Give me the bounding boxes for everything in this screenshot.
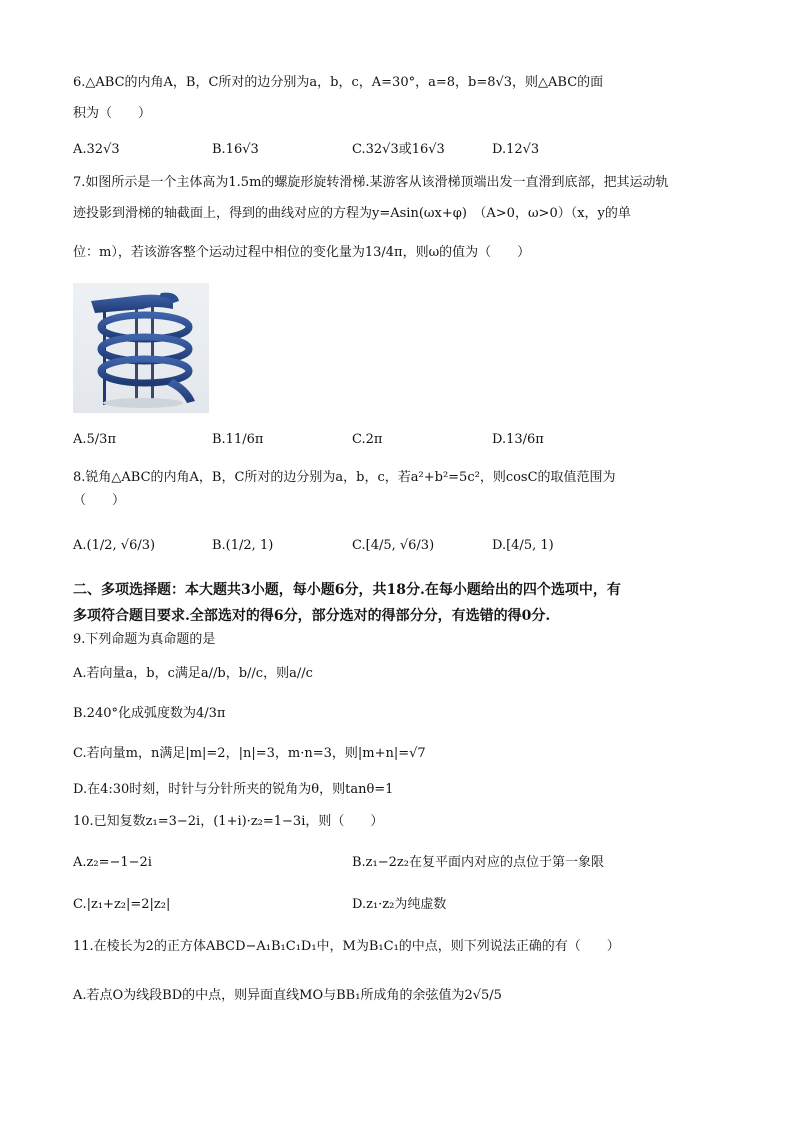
q7-option-a: A.5/3π xyxy=(73,432,116,447)
q10-option-b: B.z₁−2z₂在复平面内对应的点位于第一象限 xyxy=(352,855,604,870)
q11-stem: 11.在棱长为2的正方体ABCD−A₁B₁C₁D₁中，M为B₁C₁的中点，则下列说法正确的有（ ） xyxy=(73,939,620,954)
q10-stem: 10.已知复数z₁=3−2i，(1+i)·z₂=1−3i，则（ ） xyxy=(73,814,384,829)
q6-option-c: C.32√3或16√3 xyxy=(352,142,445,157)
q9-option-a: A.若向量a，b，c满足a//b，b//c，则a//c xyxy=(73,666,313,681)
q8-stem-line2: （ ） xyxy=(73,493,126,508)
q9-option-b: B.240°化成弧度数为4/3π xyxy=(73,706,226,721)
q6-option-d: D.12√3 xyxy=(492,142,540,157)
q7-stem-line1: 7.如图所示是一个主体高为1.5m的螺旋形旋转滑梯.某游客从该滑梯顶端出发一直滑到底部，把其运动轨 xyxy=(73,175,669,190)
q6-stem-line1: 6.△ABC的内角A，B，C所对的边分别为a，b，c，A=30°，a=8，b=8√3，则△ABC的面 xyxy=(73,75,604,90)
section2-heading-line2: 多项符合题目要求.全部选对的得6分，部分选对的得部分分，有选错的得0分. xyxy=(73,608,551,624)
q8-stem-line1: 8.锐角△ABC的内角A，B，C所对的边分别为a，b，c，若a²+b²=5c²，则cosC的取值范围为 xyxy=(73,470,616,485)
section2-heading-line1: 二、多项选择题：本大题共3小题，每小题6分，共18分.在每小题给出的四个选项中，有 xyxy=(73,582,621,598)
q8-option-b: B.(1/2, 1) xyxy=(212,538,274,553)
q6-option-b: B.16√3 xyxy=(212,142,259,157)
spiral-slide-image xyxy=(73,283,209,413)
q7-stem-line2: 迹投影到滑梯的轴截面上，得到的曲线对应的方程为y=Asin(ωx+φ) （A>0，ω>0）（x，y的单 xyxy=(73,206,631,221)
q11-option-a: A.若点O为线段BD的中点，则异面直线MO与BB₁所成角的余弦值为2√5/5 xyxy=(73,988,502,1003)
q6-option-a: A.32√3 xyxy=(73,142,120,157)
q7-stem-line3: 位：m），若该游客整个运动过程中相位的变化量为13/4π，则ω的值为（ ） xyxy=(73,245,531,260)
q9-option-c: C.若向量m，n满足|m|=2，|n|=3，m·n=3，则|m+n|=√7 xyxy=(73,746,426,761)
q9-stem: 9.下列命题为真命题的是 xyxy=(73,632,216,647)
q7-option-b: B.11/6π xyxy=(212,432,264,447)
q7-option-c: C.2π xyxy=(352,432,383,447)
q10-option-d: D.z₁·z₂为纯虚数 xyxy=(352,897,447,912)
q7-option-d: D.13/6π xyxy=(492,432,544,447)
q10-option-a: A.z₂=−1−2i xyxy=(73,855,152,870)
q10-option-c: C.|z₁+z₂|=2|z₂| xyxy=(73,897,171,912)
q8-option-c: C.[4/5, √6/3) xyxy=(352,538,435,553)
q6-stem-line2: 积为（ ） xyxy=(73,106,152,121)
q8-option-a: A.(1/2, √6/3) xyxy=(73,538,156,553)
q8-option-d: D.[4/5, 1) xyxy=(492,538,554,553)
spiral-slide-illustration xyxy=(73,283,209,413)
q9-option-d: D.在4:30时刻，时针与分针所夹的锐角为θ，则tanθ=1 xyxy=(73,782,394,797)
